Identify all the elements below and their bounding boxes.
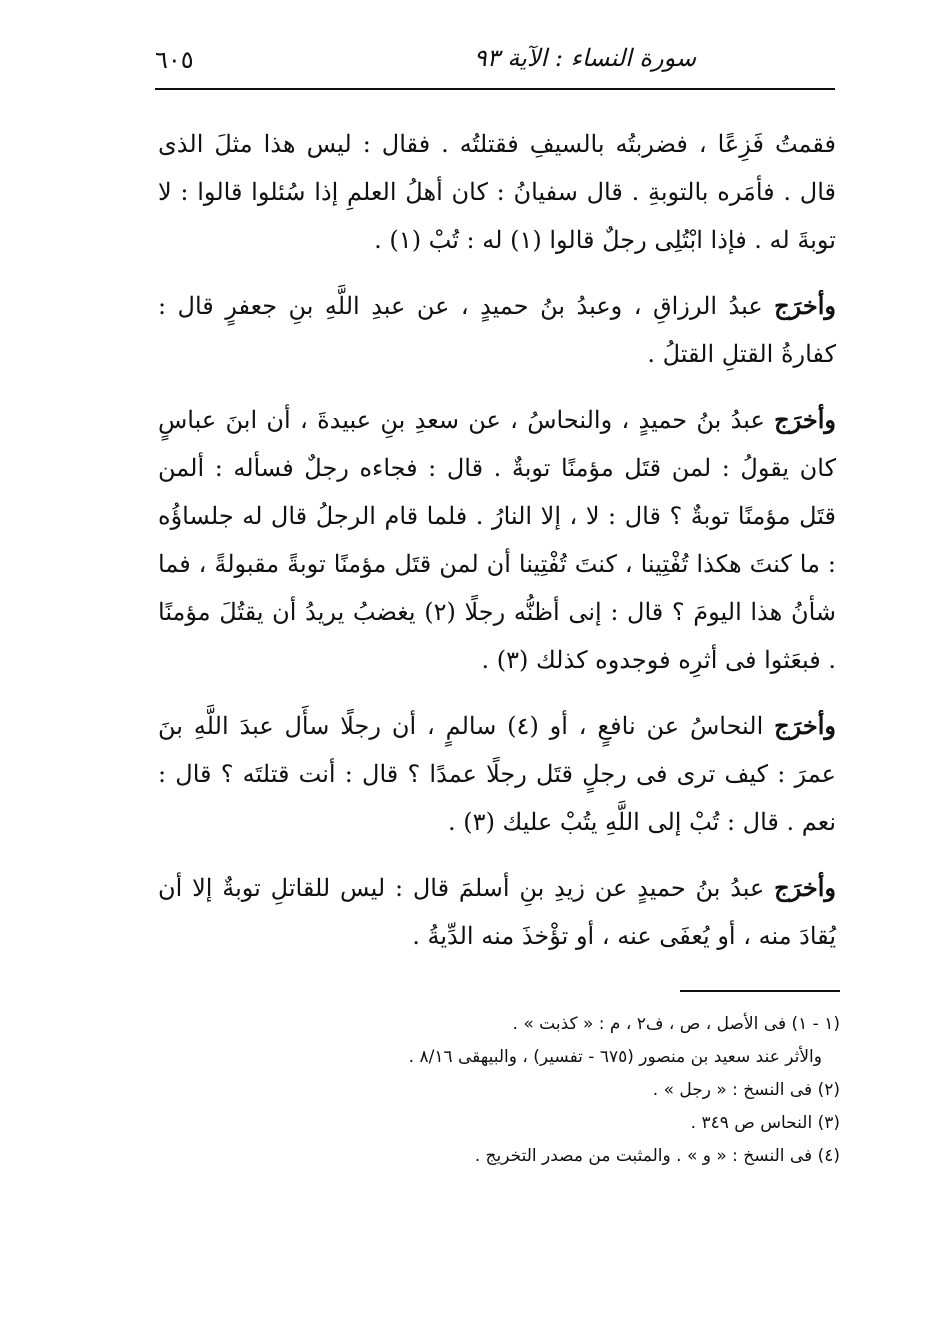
footnotes [380,1008,840,1173]
paragraph-lead: وأخرَج [774,711,836,740]
paragraph-5 [158,864,836,960]
paragraph-lead: وأخرَج [774,291,836,320]
paragraph-lead: وأخرَج [774,873,836,902]
footnote-rule [680,990,840,992]
footnote-3: (٣) النحاس ص ٣٤٩ . [690,1113,840,1133]
footnote-1: (١ - ١) فى الأصل ، ص ، ف٢ ، م : « كذبت » . [512,1014,840,1034]
footnote-1-continuation: والأثر عند سعيد بن منصور (٦٧٥ - تفسير) ، والبيهقى ٨/١٦ . [408,1047,822,1067]
footnote-4: (٤) فى النسخ : « و » . والمثبت من مصدر التخريج . [474,1146,840,1166]
paragraph-text: عبدُ بنُ حميدٍ عن زيدِ بنِ أسلمَ قال : ليس للقاتلِ توبةٌ إلا أن يُقادَ منه ، أو يُعفَى عنه ، أو تؤْخذَ منه الدِّيةُ . [158,874,836,950]
paragraph-text: النحاسُ عن نافعٍ ، أو (٤) سالمٍ ، أن رجلًا سأَل عبدَ اللَّهِ بنَ عمرَ : كيف ترى فى رجلٍ قتَل رجلًا عمدًا ؟ قال : أنت قتلتَه ؟ قال : نعم . قال : تُبْ إلى اللَّهِ يتُبْ عليك (٣) . [158,712,836,836]
paragraph-3 [158,396,836,684]
paragraph-2 [158,282,836,378]
page-number: ٦٠٥ [155,46,194,74]
paragraph-lead: وأخرَج [774,405,836,434]
paragraph-text: فقمتُ فَزِعًا ، فضربتُه بالسيفِ فقتلتُه . فقال : ليس هذا مثلَ الذى قال . فأمَره بالتوبةِ . قال سفيانُ : كان أهلُ العلمِ إذا سُئلوا قالوا : لا توبةَ له . فإذا ابْتُلِى رجلٌ قالوا (١) له : تُبْ (١) . [158,130,837,254]
paragraph-text: عبدُ الرزاقِ ، وعبدُ بنُ حميدٍ ، عن عبدِ اللَّهِ بنِ جعفرٍ قال : كفارةُ القتلِ القتلُ . [158,292,836,368]
main-text [158,120,836,978]
footnote-2: (٢) فى النسخ : « رجل » . [652,1080,840,1100]
running-title: سورة النساء : الآية ٩٣ [473,44,697,72]
paragraph-text: عبدُ بنُ حميدٍ ، والنحاسُ ، عن سعدِ بنِ عبيدةَ ، أن ابنَ عباسٍ كان يقولُ : لمن قتَل مؤمنًا توبةٌ . قال : فجاءه رجلٌ فسأله : ألمن قتَل مؤمنًا توبةٌ ؟ قال : لا ، إلا النارُ . فلما قام الرجلُ قال له جلساؤُه : ما كنتَ هكذا تُفْتِينا ، كنتَ تُفْتِينا أن لمن قتَل مؤمنًا توبةً مقبولةً ، فما شأنُ هذا اليومَ ؟ قال : إنى أظنُّه رجلًا (٢) يغضبُ يريدُ أن يقتُلَ مؤمنًا . فبعَثوا فى أثرِه فوجدوه كذلك (٣) . [158,406,836,674]
paragraph-1 [158,120,836,264]
paragraph-4 [158,702,836,846]
page-header [155,44,835,84]
header-rule [155,88,835,90]
